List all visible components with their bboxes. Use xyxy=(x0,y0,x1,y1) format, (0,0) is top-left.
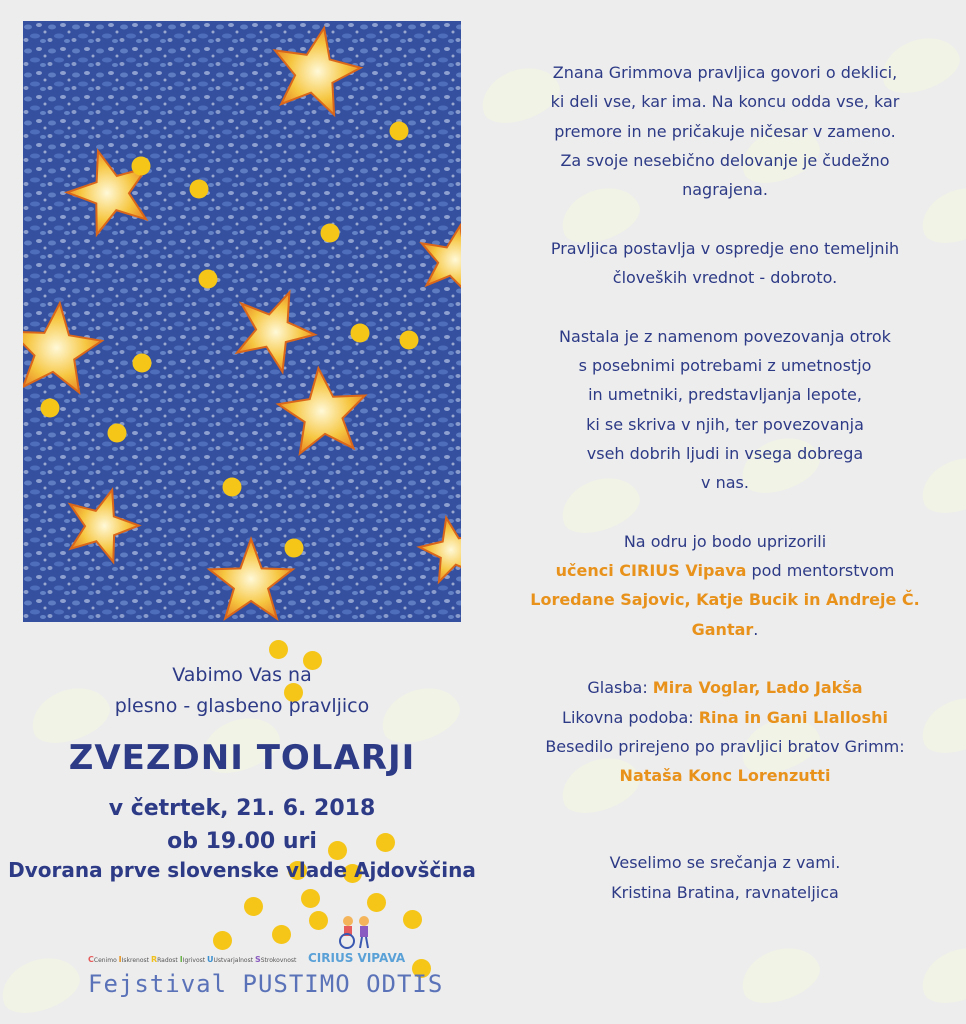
artwork-dot xyxy=(41,399,60,418)
description-column xyxy=(515,58,935,936)
festival-acronym: CCenimo IIskrenost RRadost IIgrivost UUstvarjalnost SStrokovnost xyxy=(88,955,297,964)
decor-dot xyxy=(403,910,422,929)
artwork-dot xyxy=(133,354,152,373)
artwork-dot xyxy=(400,331,419,350)
credits-paragraph: Glasba: Mira Voglar, Lado Jakša Likovna podoba: Rina in Gani Llalloshi Besedilo prirejeno po pravljici bratov Grimm: Nataša Konc Lorenzutti xyxy=(545,678,905,786)
decor-dot xyxy=(301,889,320,908)
decor-dot xyxy=(272,925,291,944)
artwork-dot xyxy=(199,270,218,289)
performers-paragraph: Na odru jo bodo uprizorili učenci CIRIUS Vipava pod mentorstvom Loredane Sajovic, Katje Bucik in Andreje Č. Gantar. xyxy=(530,531,920,639)
event-datetime xyxy=(0,792,484,858)
artwork-dot xyxy=(223,478,242,497)
festival-name: Fejstival PUSTIMO ODTIS xyxy=(88,970,444,998)
artwork-dot xyxy=(390,122,409,141)
artwork-dot xyxy=(190,180,209,199)
students-name: učenci CIRIUS Vipava xyxy=(555,561,747,581)
event-venue: Dvorana prve slovenske vlade Ajdovščina xyxy=(8,858,476,882)
artwork-dot xyxy=(108,424,127,443)
closing-paragraph: Veselimo se srečanja z vami. Kristina Bratina, ravnateljica xyxy=(609,853,841,902)
starry-sky-artwork xyxy=(23,21,461,622)
decor-dot xyxy=(269,640,288,659)
signature: Kristina Bratina, ravnateljica xyxy=(611,882,839,902)
children-logo-icon xyxy=(336,914,376,954)
art-credit: Rina in Gani Llalloshi xyxy=(698,707,888,727)
decor-dot xyxy=(367,893,386,912)
decor-dot xyxy=(213,931,232,950)
artwork-dot xyxy=(351,324,370,343)
watermark-leaf xyxy=(0,948,86,1022)
watermark-leaf xyxy=(734,938,826,1012)
artwork-dot xyxy=(321,224,340,243)
artwork-dot xyxy=(132,157,151,176)
artwork-dot xyxy=(285,539,304,558)
decor-dot xyxy=(244,897,263,916)
decor-dot xyxy=(309,911,328,930)
event-title: ZVEZDNI TOLARJI xyxy=(68,738,416,778)
story-paragraph: Znana Grimmova pravljica govori o deklici, ki deli vse, kar ima. Na koncu odda vse, kar premore in ne pričakuje ničesar v zameno. Za svoje nesebično delovanje je čudežno nagrajena. xyxy=(550,63,900,200)
watermark-leaf xyxy=(914,938,966,1012)
text-credit: Nataša Konc Lorenzutti xyxy=(619,766,831,786)
invitation-intro: Vabimo Vas na plesno - glasbeno pravljico xyxy=(114,664,370,717)
purpose-paragraph: Nastala je z namenom povezovanja otrok s posebnimi potrebami z umetnostjo in umetniki, predstavljanja lepote, ki se skriva v njih, ter povezovanja vseh dobrih ljudi in vsega dobrega v nas. xyxy=(559,326,891,493)
music-credit: Mira Voglar, Lado Jakša xyxy=(652,678,863,698)
event-time: ob 19.00 uri xyxy=(167,829,317,854)
school-name: CIRIUS VIPAVA xyxy=(308,951,406,965)
values-paragraph: Pravljica postavlja v ospredje eno temeljnih človeških vrednot - dobroto. xyxy=(550,238,900,288)
event-date: v četrtek, 21. 6. 2018 xyxy=(108,796,376,821)
mentors-names: Loredane Sajovic, Katje Bucik in Andreje Č. Gantar xyxy=(530,590,920,639)
